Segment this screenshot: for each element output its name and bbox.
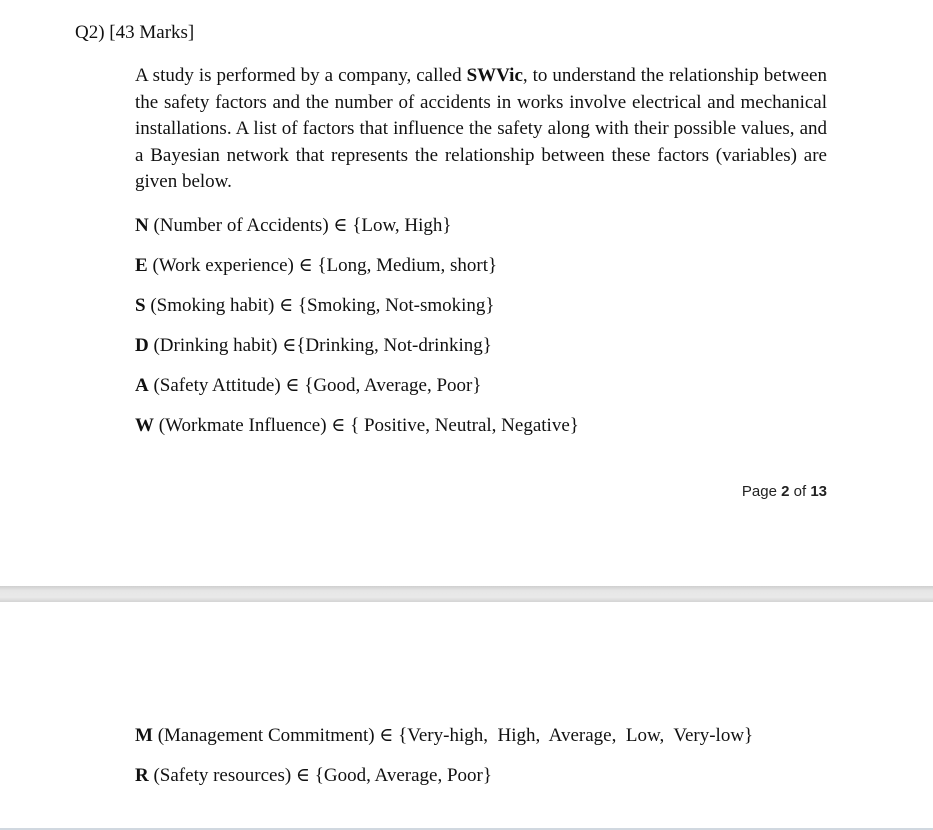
page-break-separator bbox=[0, 586, 933, 602]
variable-n-definition bbox=[135, 214, 452, 238]
variable-d-definition bbox=[135, 334, 492, 358]
question-intro-paragraph bbox=[135, 63, 827, 196]
variable-description: (Work experience) ∈ {Long, Medium, short} bbox=[147, 255, 498, 276]
of-word: of bbox=[789, 483, 811, 500]
current-page-number: 2 bbox=[781, 483, 790, 500]
variable-symbol: W bbox=[135, 415, 154, 436]
variable-symbol: M bbox=[135, 725, 153, 746]
total-pages-number: 13 bbox=[810, 483, 827, 500]
variable-symbol: D bbox=[135, 335, 149, 356]
variable-description: (Drinking habit) ∈{Drinking, Not-drinking} bbox=[148, 335, 492, 356]
variable-description: (Safety resources) ∈ {Good, Average, Poor} bbox=[148, 765, 492, 786]
intro-text-rest: , to understand the relationship between the safety factors and the number of accidents in works involve electrical and mechanical installations. A list of factors that influence the safety along with their possible values, and a Bayesian network that represents the relationship between these factors (variables) are given below. bbox=[135, 65, 827, 193]
question-heading: Q2) [43 Marks] bbox=[75, 22, 195, 43]
variable-symbol: S bbox=[135, 295, 146, 316]
variable-description: (Number of Accidents) ∈ {Low, High} bbox=[148, 215, 452, 236]
variable-e-definition bbox=[135, 254, 497, 278]
variable-description: (Smoking habit) ∈ {Smoking, Not-smoking} bbox=[145, 295, 495, 316]
variable-symbol: A bbox=[135, 375, 149, 396]
variable-symbol: E bbox=[135, 255, 148, 276]
variable-symbol: N bbox=[135, 215, 149, 236]
intro-text-start: A study is performed by a company, called bbox=[135, 65, 467, 86]
variable-s-definition bbox=[135, 294, 495, 318]
variable-w-definition bbox=[135, 414, 579, 438]
page-word: Page bbox=[741, 483, 782, 500]
variable-r-definition bbox=[135, 764, 492, 788]
document-page-2 bbox=[0, 602, 933, 828]
company-name: SWVic bbox=[466, 65, 523, 86]
variable-symbol: R bbox=[135, 765, 149, 786]
variable-m-definition bbox=[135, 724, 753, 748]
variable-description: (Workmate Influence) ∈ { Positive, Neutral, Negative} bbox=[154, 415, 579, 436]
variable-a-definition bbox=[135, 374, 481, 398]
variable-description: (Management Commitment) ∈ {Very-high, High, Average, Low, Very-low} bbox=[152, 725, 754, 746]
page-number-footer bbox=[742, 482, 827, 502]
variable-description: (Safety Attitude) ∈ {Good, Average, Poor} bbox=[148, 375, 482, 396]
